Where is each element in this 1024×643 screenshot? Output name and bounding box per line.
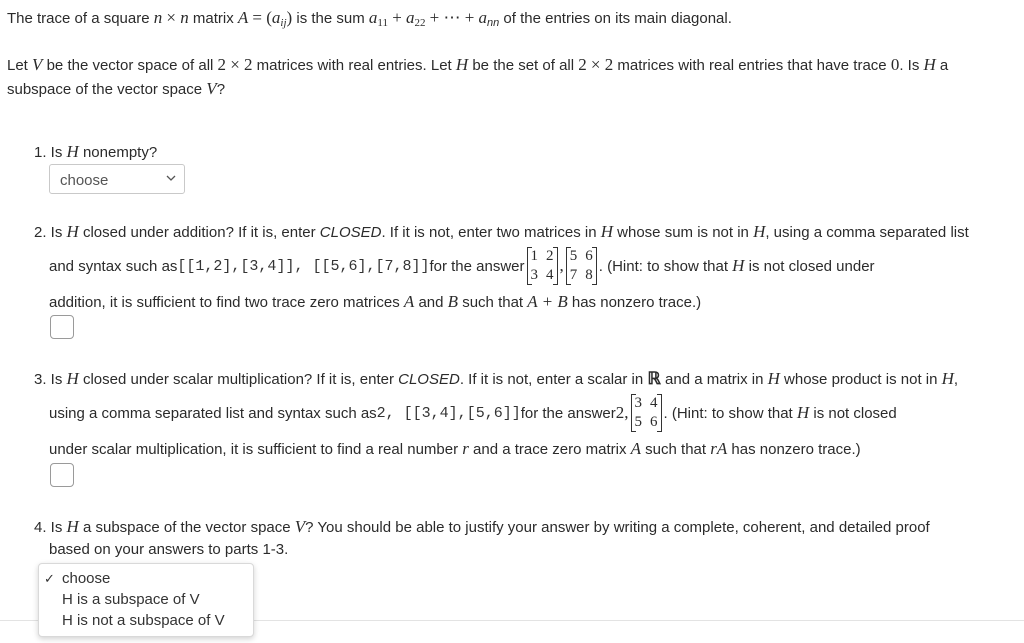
intro-text: The trace of a square	[7, 10, 154, 27]
problem-line-2: subspace of the vector space V?	[7, 79, 226, 98]
intro-definition	[7, 8, 732, 29]
intro-text: of the entries on its main diagonal.	[499, 10, 732, 27]
math-a: a	[478, 8, 487, 27]
math-n: n	[180, 8, 189, 27]
question-2-line-1: 2. Is H closed under addition? If it is, enter CLOSED. If it is not, enter two matrices in H whose sum is not in H, using a comma separated list	[34, 222, 969, 241]
question-3-line-3: under scalar multiplication, it is sufficient to find a real number r and a trace zero matrix A such that rA has nonzero trace.)	[49, 439, 861, 458]
question-4-dropdown[interactable]	[38, 563, 254, 637]
question-3-answer-input[interactable]	[50, 463, 74, 487]
example-matrix-2: 5 6 7 8	[566, 247, 597, 285]
example-matrix-3: 3 4 5 6	[631, 394, 662, 432]
dropdown-option-not-subspace[interactable]: H is not a subspace of V	[62, 612, 225, 629]
math-sub: 11	[377, 17, 389, 29]
question-3-line-2: using a comma separated list and syntax such as 2, [[3,4],[5,6]] for the answer 2, 3 4 5 6 . (Hint: to show that H is not closed	[49, 395, 897, 430]
intro-text: is the sum	[292, 10, 369, 27]
chevron-down-icon	[166, 173, 176, 183]
problem-line-1: Let V be the vector space of all 2 × 2 matrices with real entries. Let H be the set of all 2 × 2 matrices with real entries that have trace 0. Is H a	[7, 55, 949, 74]
syntax-example: 2, [[3,4],[5,6]]	[376, 404, 521, 422]
select-value: choose	[60, 172, 109, 189]
intro-text: matrix	[188, 10, 238, 27]
question-1-text: 1. Is H nonempty?	[34, 142, 158, 161]
math-a: a	[405, 8, 415, 27]
question-1-select[interactable]	[49, 164, 185, 194]
syntax-example: [[1,2],[3,4]], [[5,6],[7,8]]	[177, 257, 430, 275]
question-3-line-1: 3. Is H closed under scalar multiplication? If it is, enter CLOSED. If it is not, enter a scalar in ℝ and a matrix in H whose product is not in H,	[34, 369, 959, 388]
example-matrix-1: 1 2 3 4	[527, 247, 558, 285]
question-2-answer-input[interactable]	[50, 315, 74, 339]
dropdown-option-subspace[interactable]: H is a subspace of V	[62, 591, 200, 608]
math-n: n	[153, 8, 163, 27]
dropdown-option-choose[interactable]: choose	[62, 570, 111, 587]
math-sub: nn	[486, 17, 500, 29]
math-times: ×	[166, 8, 177, 27]
math-aij: = $(a_{ij})$	[252, 8, 293, 29]
math-sub: 22	[414, 17, 426, 29]
math-plus: +	[392, 8, 402, 27]
math-A: A	[237, 8, 249, 27]
question-2-line-2: and syntax such as [[1,2],[3,4]], [[5,6],[7,8]] for the answer 1 2 3 4 , 5 6 7 8 . (Hint: to show that H is not closed under	[49, 248, 875, 283]
math-dots: + ⋯ +	[429, 8, 475, 27]
question-4-line-1: 4. Is H a subspace of the vector space V? You should be able to justify your answer by writing a complete, coherent, and detailed proof	[34, 517, 930, 536]
question-2-line-3: addition, it is sufficient to find two trace zero matrices A and B such that A + B has nonzero trace.)	[49, 292, 702, 311]
checkmark-icon: ✓	[44, 571, 55, 586]
question-4-line-2: based on your answers to parts 1-3.	[49, 541, 289, 558]
math-a: a	[368, 8, 378, 27]
